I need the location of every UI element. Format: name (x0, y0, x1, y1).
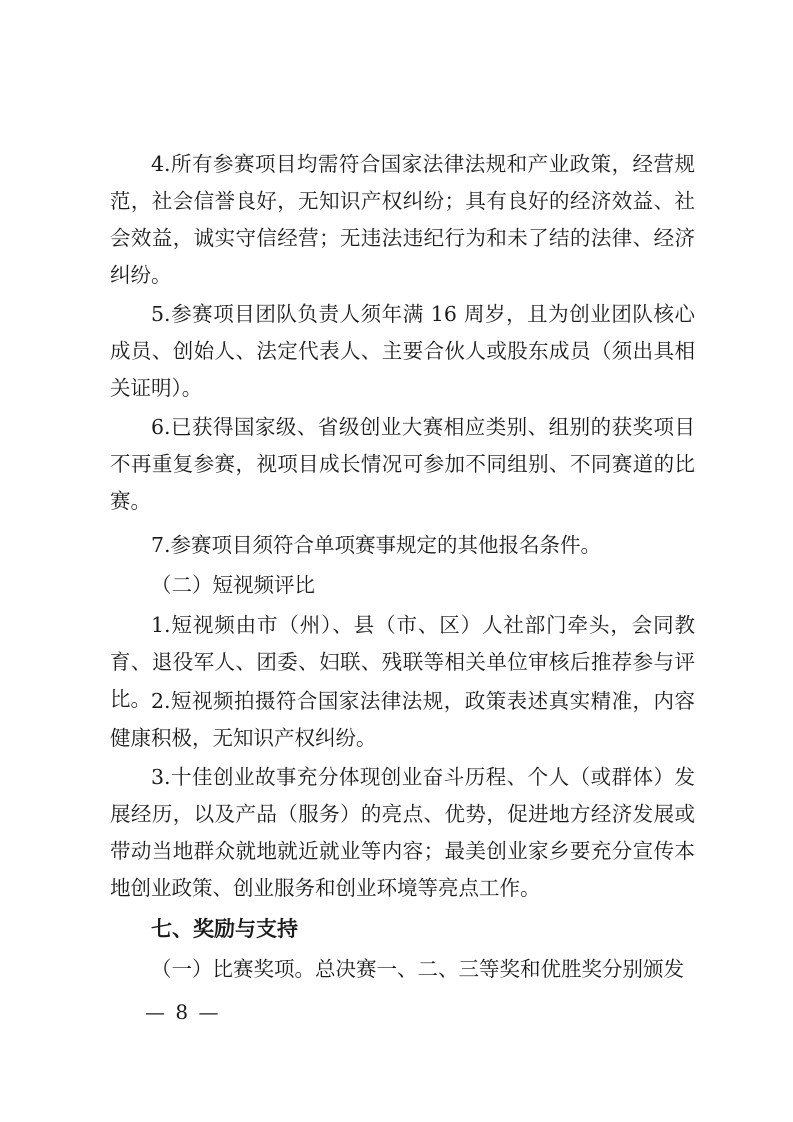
section-heading-rewards: 七、奖励与支持 (151, 917, 298, 941)
paragraph-video-2: 2.短视频拍摄符合国家法律法规，政策表述真实精准，内容健康积极，无知识产权纠纷。 (110, 689, 695, 750)
paragraph-item-7: 7.参赛项目须符合单项赛事规定的其他报名条件。 (151, 533, 602, 557)
paragraph-item-6: 6.已获得国家级、省级创业大赛相应类别、组别的获奖项目不再重复参赛，视项目成长情况可参加不同组别、不同赛道的比赛。 (110, 415, 695, 513)
page-number: — 8 — (145, 1000, 221, 1024)
paragraph-item-5: 5.参赛项目团队负责人须年满 16 周岁，且为创业团队核心成员、创始人、法定代表人、主要合伙人或股东成员（须出具相关证明）。 (110, 302, 695, 400)
paragraph-award-1: （一）比赛奖项。总决赛一、二、三等奖和优胜奖分别颁发 (151, 957, 684, 981)
subsection-heading-short-video: （二）短视频评比 (151, 573, 315, 597)
paragraph-video-1: 1.短视频由市（州）、县（市、区）人社部门牵头，会同教育、退役军人、团委、妇联、残联等相关单位审核后推荐参与评比。 (110, 613, 695, 711)
paragraph-item-4: 4.所有参赛项目均需符合国家法律法规和产业政策，经营规范，社会信誉良好，无知识产权纠纷；具有良好的经济效益、社会效益，诚实守信经营；无违法违纪行为和未了结的法律、经济纠纷。 (110, 152, 695, 287)
paragraph-video-3: 3.十佳创业故事充分体现创业奋斗历程、个人（或群体）发展经历，以及产品（服务）的亮点、优势，促进地方经济发展或带动当地群众就地就近就业等内容；最美创业家乡要充分宣传本地创业政策、创业服务和创业环境等亮点工作。 (110, 765, 695, 900)
